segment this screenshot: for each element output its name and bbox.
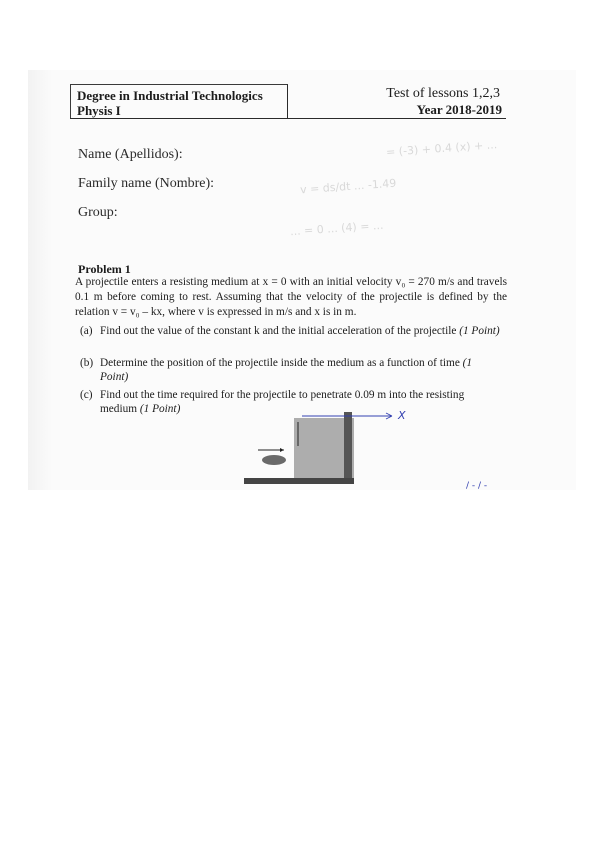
subject-title: Physis I bbox=[77, 103, 121, 118]
question-label: (b) bbox=[80, 357, 94, 369]
question-points: (1 Point) bbox=[459, 325, 500, 337]
name-field-label: Name (Apellidos): bbox=[78, 147, 183, 162]
scan-shadow bbox=[28, 70, 52, 490]
handwritten-x-axis bbox=[300, 408, 410, 428]
question-text: Determine the position of the projectile inside the medium as a function of time bbox=[100, 357, 460, 369]
question-text: Find out the time required for the projectile to penetrate 0.09 m into the resisting medium bbox=[100, 389, 465, 415]
question-a bbox=[80, 324, 500, 338]
family-name-field-label: Family name (Nombre): bbox=[78, 176, 215, 191]
pencil-trace: v = ds/dt ... -1.49 bbox=[299, 176, 397, 197]
ground bbox=[244, 478, 354, 484]
projectile bbox=[262, 455, 286, 465]
group-field-label: Group: bbox=[78, 205, 118, 220]
question-b bbox=[80, 356, 500, 384]
degree-title: Degree in Industrial Technologics bbox=[77, 88, 263, 103]
header-divider bbox=[70, 118, 506, 119]
question-text: Find out the value of the constant k and the initial acceleration of the projectile bbox=[100, 325, 457, 337]
question-points: (1 Point) bbox=[139, 403, 181, 415]
year-label: Year 2018-2019 bbox=[416, 102, 502, 117]
test-title: Test of lessons 1,2,3 bbox=[386, 86, 500, 101]
question-label: (a) bbox=[80, 325, 93, 337]
handwritten-x-label: X bbox=[398, 409, 406, 422]
problem-statement: A projectile enters a resisting medium at x = 0 with an initial velocity v₀ = 270 m/s and travels 0.1 m before coming to rest. Assuming that the velocity of the projectile is defined by the relation v = v₀ – kx, where v is expressed in m/s and x is in m. bbox=[75, 276, 507, 318]
arrowhead-icon bbox=[280, 448, 284, 452]
question-label: (c) bbox=[80, 389, 93, 401]
exam-header bbox=[70, 84, 506, 120]
problem-title: Problem 1 bbox=[78, 262, 131, 276]
pencil-trace: ... = 0 ... (4) = ... bbox=[289, 218, 384, 239]
pencil-trace: = (-3) + 0.4 (x) + ... bbox=[385, 138, 498, 159]
handwritten-margin-mark: / - / - bbox=[466, 481, 488, 491]
question-points: (1 Point) bbox=[100, 357, 473, 383]
